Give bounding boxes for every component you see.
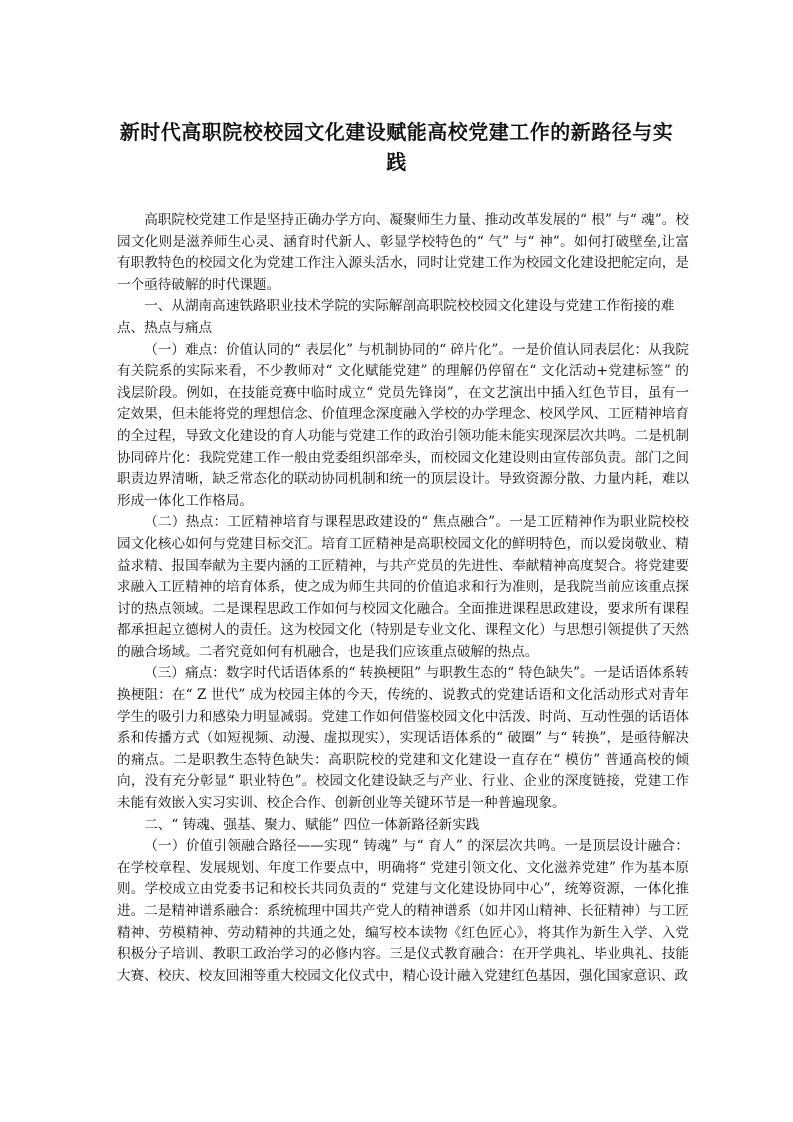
paragraph-intro: 高职院校党建工作是坚持正确办学方向、凝聚师生力量、推动改革发展的“ 根” 与“ 魂”。校园文化则是滋养师生心灵、涵育时代新人、彰显学校特色的“ 气” 与“ 神”。如何打破壁垒,让富有职教特色的校园文化为党建工作注入源头活水，同时让党建工作为校园文化建设把舵定向，是一个亟待破解的时代课题。 [117, 212, 689, 293]
document-body [117, 210, 689, 987]
paragraph-difficulty: （一）难点：价值认同的“ 表层化” 与机制协同的“ 碎片化”。一是价值认同表层化：从我院有关院系的实际来看，不少教师对“ 文化赋能党建” 的理解仍停留在“ 文化活动+党建标签” 的浅层阶段。例如，在技能竞赛中临时成立“ 党员先锋岗”，在文艺演出中插入红色节目，虽有一定效果，但未能将党的理想信念、价值理念深度融入学校的办学理念、校风学风、工匠精神培育的全过程，导致文化建设的育人功能与党建工作的政治引领功能未能实现深层次共鸣。二是机制协同碎片化：我院党建工作一般由党委组织部牵头，而校园文化建设则由宣传部负责。部门之间职责边界清晰，缺乏常态化的联动协同机制和统一的顶层设计。导致资源分散、力量内耗，难以形成一体化工作格局。 [117, 341, 689, 509]
paragraph-hotspot: （二）热点：工匠精神培育与课程思政建设的“ 焦点融合”。一是工匠精神作为职业院校校园文化核心如何与党建目标交汇。培育工匠精神是高职校园文化的鲜明特色，而以爱岗敬业、精益求精、报国奉献为主要内涵的工匠精神，与共产党员的先进性、奉献精神高度契合。将党建要求融入工匠精神的培育体系，使之成为师生共同的价值追求和行为准则，是我院当前应该重点探讨的热点领域。二是课程思政工作如何与校园文化融合。全面推进课程思政建设，要求所有课程都承担起立德树人的责任。这为校园文化（特别是专业文化、课程文化）与思想引领提供了天然的融合场域。二者究竟如何有机融合，也是我们应该重点破解的热点。 [117, 514, 689, 660]
paragraph-painpoint: （三）痛点：数字时代话语体系的“ 转换梗阻” 与职教生态的“ 特色缺失”。一是话语体系转换梗阻：在“ Z 世代” 成为校园主体的今天，传统的、说教式的党建话语和文化活动形式对青年学生的吸引力和感染力明显减弱。党建工作如何借鉴校园文化中活泼、时尚、互动性强的话语体系和传播方式（如短视频、动漫、虚拟现实），实现话语体系的“ 破圈” 与“ 转换”，是亟待解决的痛点。二是职教生态特色缺失：高职院校的党建和文化建设一直存在“ 模仿” 普通高校的倾向，没有充分彰显“ 职业特色”。校园文化建设缺乏与产业、行业、企业的深度链接，党建工作未能有效嵌入实习实训、校企合作、创新创业等关键环节是一种普遍现象。 [117, 665, 689, 812]
document-title: 新时代高职院校校园文化建设赋能高校党建工作的新路径与实践 [119, 120, 674, 174]
section-heading-2: 二、“ 铸魂、强基、聚力、赋能” 四位一体新路径新实践 [144, 816, 480, 833]
section-heading-1: 一、从湖南高速铁路职业技术学院的实际解剖高职院校校园文化建设与党建工作衔接的难点、热点与痛点 [117, 298, 675, 336]
paragraph-value-guidance: （一）价值引领融合路径——实现“ 铸魂” 与“ 育人” 的深层次共鸣。一是顶层设计融合：在学校章程、发展规划、年度工作要点中，明确将“ 党建引领文化、文化滋养党建” 作为基本原则。学校成立由党委书记和校长共同负责的“ 党建与文化建设协同中心”，统筹资源，一体化推进。二是精神谱系融合：系统梳理中国共产党人的精神谱系（如井冈山精神、长征精神）与工匠精神、劳模精神、劳动精神的共通之处，编写校本读物《红色匠心》，将其作为新生入学、入党积极分子培训、教职工政治学习的必修内容。三是仪式教育融合：在开学典礼、毕业典礼、技能大赛、校庆、校友回湘等重大校园文化仪式中，精心设计融入党建红色基因，强化国家意识、政 [117, 838, 689, 984]
